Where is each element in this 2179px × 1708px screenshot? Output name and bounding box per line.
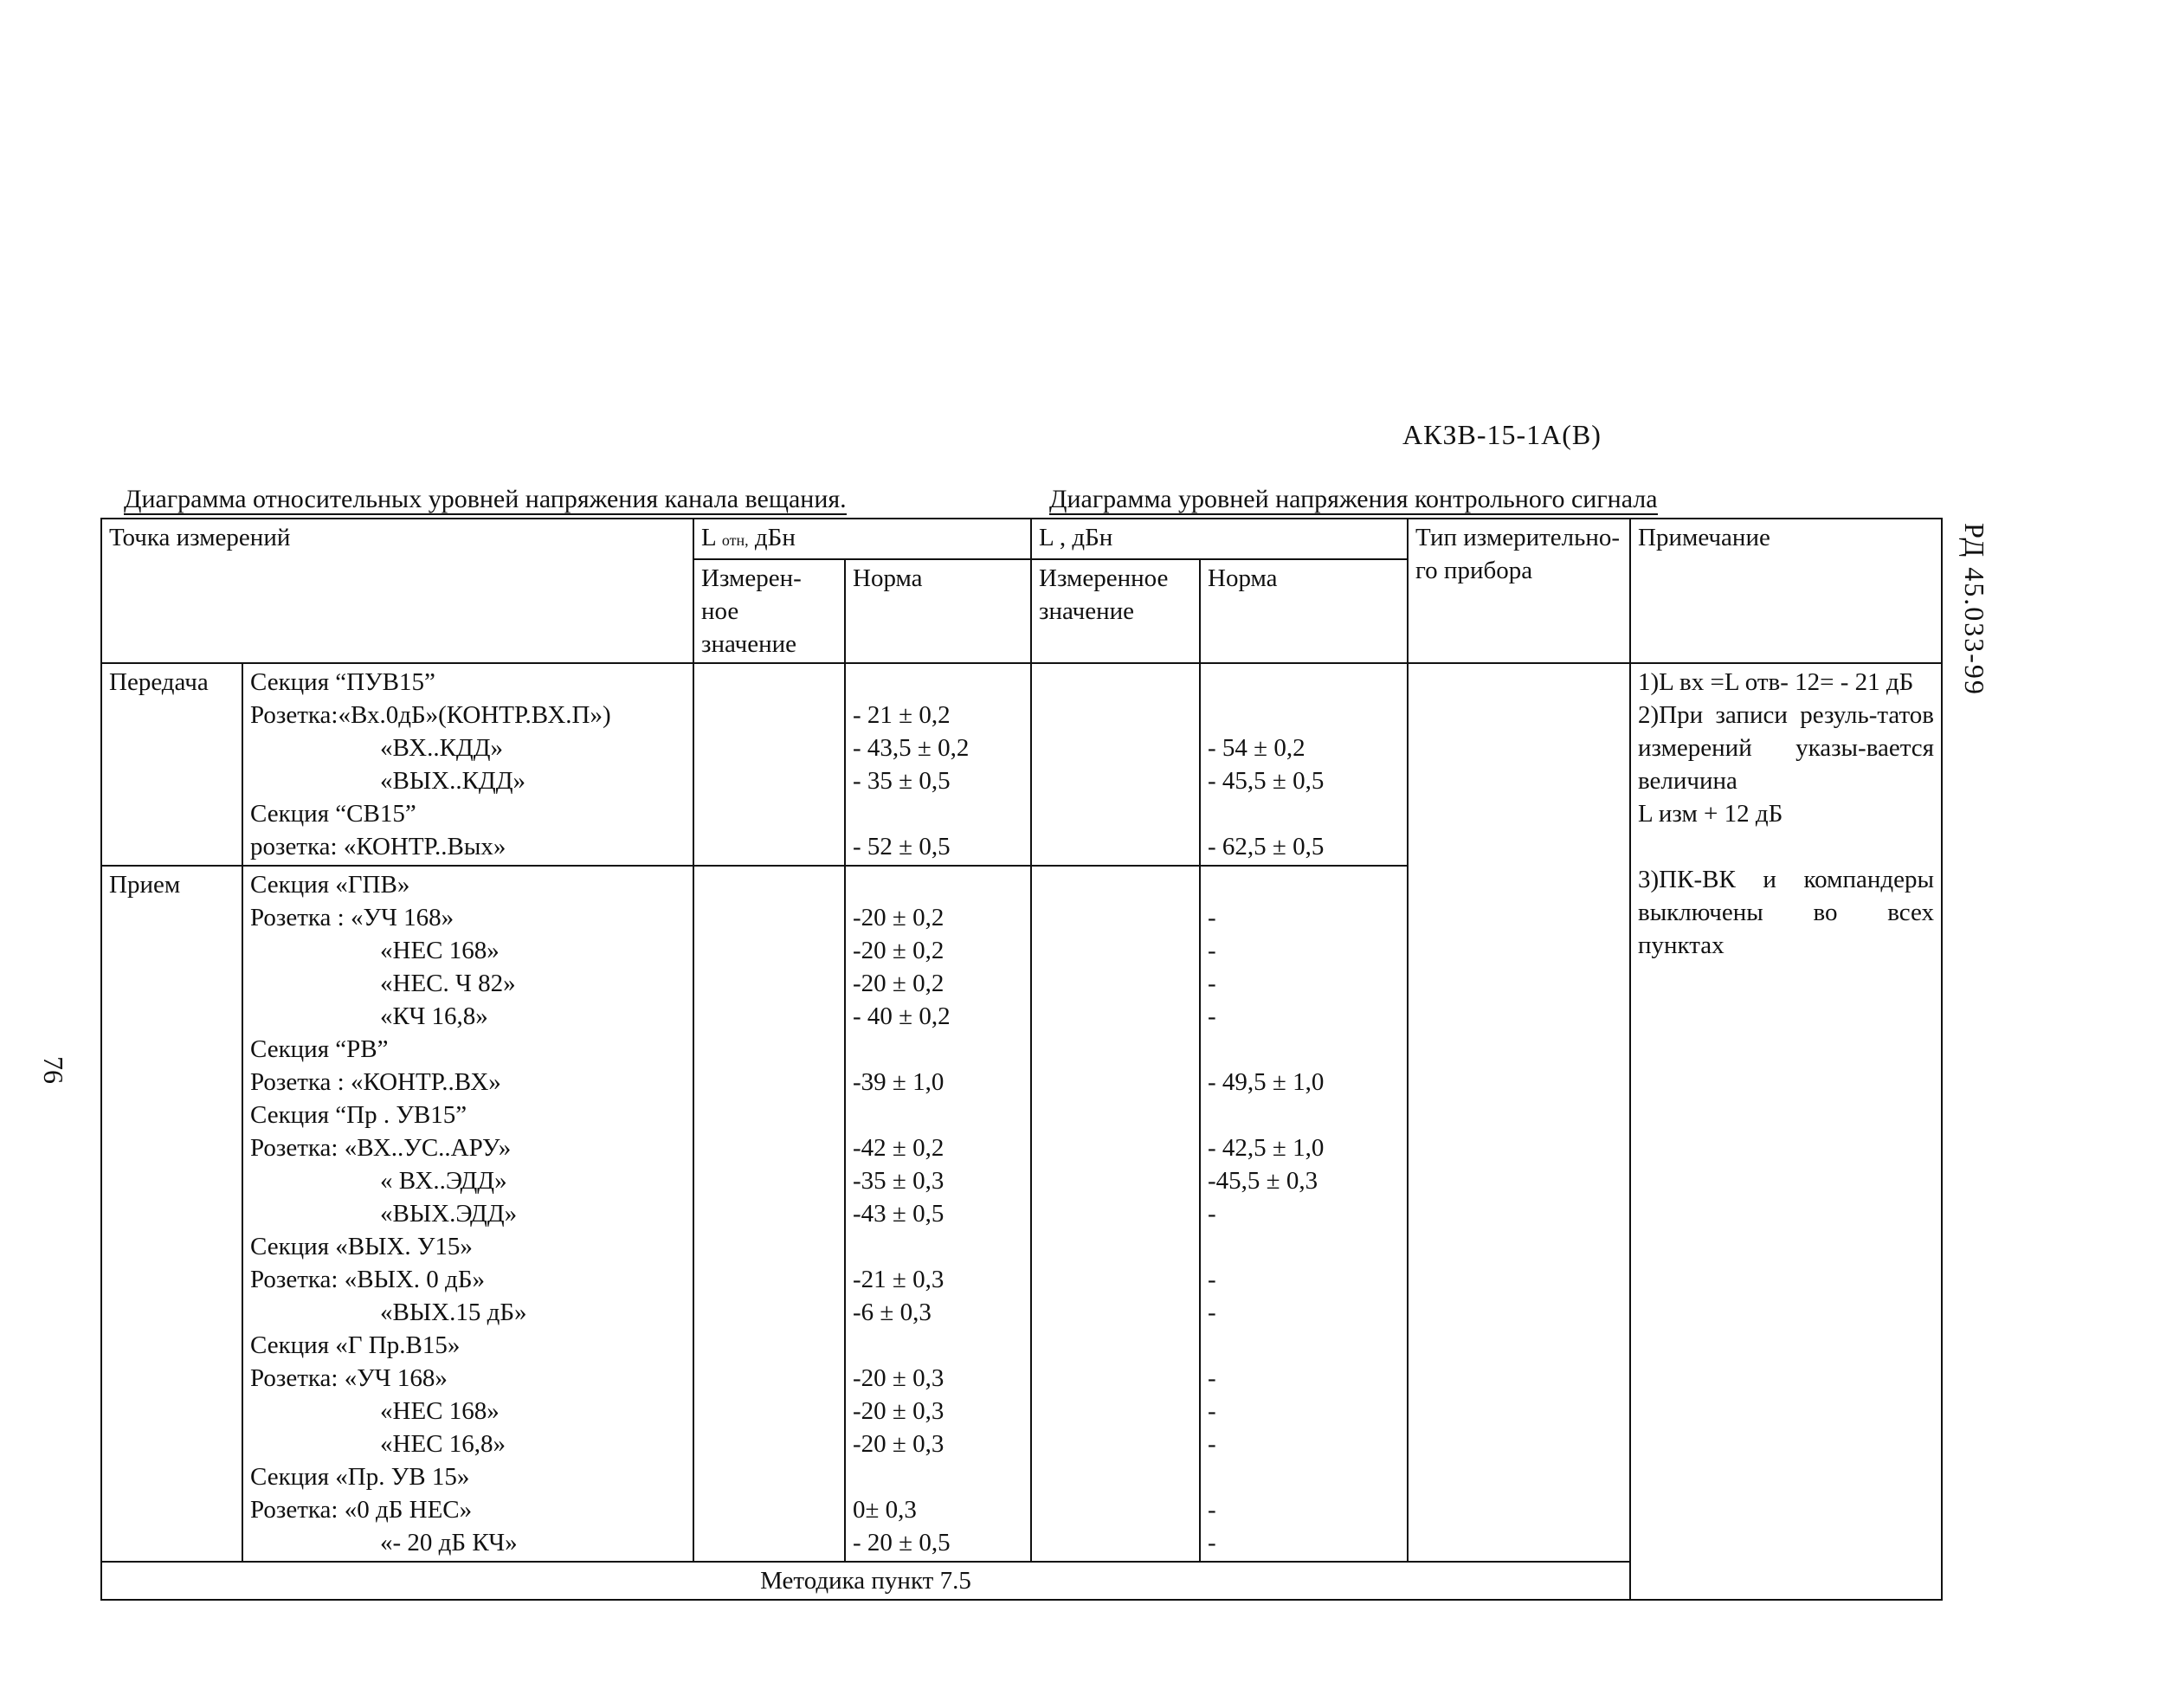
measurement-point: Секция “СВ15” <box>250 800 416 828</box>
norm-value: - <box>1208 1299 1216 1326</box>
measurement-point: Секция “Пр . УВ15” <box>250 1101 467 1129</box>
norm-value <box>853 666 1023 699</box>
point-list <box>242 866 693 1562</box>
norm-value: - 52 ± 0,5 <box>853 833 951 860</box>
norm-value: -42 ± 0,2 <box>853 1134 944 1162</box>
norm-value: - <box>1208 1496 1216 1524</box>
measurement-point: Розетка : «УЧ 168» <box>250 904 454 931</box>
norm-value <box>853 868 1023 901</box>
norm-value <box>1208 1329 1400 1362</box>
side-document-code: РД 45.033-99 <box>1959 523 1990 696</box>
measurement-point: Секция «Г Пр.В15» <box>250 1331 461 1359</box>
page-number: 76 <box>38 1056 69 1084</box>
norm-value: - 42,5 ± 1,0 <box>1208 1134 1325 1162</box>
norm-value: -39 ± 1,0 <box>853 1068 944 1096</box>
direction-label: Прием <box>101 866 242 1562</box>
measurement-point: «НЕС 168» <box>380 937 500 964</box>
norm-2-column <box>1200 663 1408 866</box>
header-row-1 <box>101 519 1942 559</box>
measurement-point: Секция “РВ” <box>250 1035 389 1063</box>
norm-value <box>1208 666 1400 699</box>
norm-value: -6 ± 0,3 <box>853 1299 932 1326</box>
device-type-cell <box>1408 663 1630 1562</box>
measurement-point: «- 20 дБ КЧ» <box>380 1529 518 1557</box>
norm-value <box>1208 868 1400 901</box>
norm-value: - <box>1208 1200 1216 1228</box>
document-code: АКЗВ-15-1А(В) <box>1402 419 1602 450</box>
norm-value: - <box>1208 1364 1216 1392</box>
measured-1-column <box>693 866 845 1562</box>
norm-value: - 54 ± 0,2 <box>1208 734 1305 762</box>
measurement-point: Розетка:«Вх.0дБ»(КОНТР.ВХ.П») <box>250 701 611 729</box>
norm-value: -20 ± 0,2 <box>853 970 944 997</box>
norm-value <box>1208 1099 1400 1131</box>
measured-2-column <box>1031 866 1200 1562</box>
norm-value: -20 ± 0,3 <box>853 1430 944 1458</box>
norm-value <box>853 1329 1023 1362</box>
norm-value <box>1208 699 1400 732</box>
levels-table <box>100 518 1943 1601</box>
measurement-point: Секция «Пр. УВ 15» <box>250 1463 470 1491</box>
method-reference: Методика пункт 7.5 <box>101 1562 1630 1600</box>
point-list <box>242 663 693 866</box>
norm-value: - 40 ± 0,2 <box>853 1002 951 1030</box>
norm-value <box>853 797 1023 830</box>
measured-1-column <box>693 663 845 866</box>
norm-value: -20 ± 0,3 <box>853 1364 944 1392</box>
norm-value: -20 ± 0,2 <box>853 904 944 931</box>
header-notes: Примечание <box>1630 519 1942 663</box>
norm-value: - 20 ± 0,5 <box>853 1529 951 1557</box>
measurement-point: Розетка: «0 дБ НЕС» <box>250 1496 473 1524</box>
measurement-point: Розетка: «УЧ 168» <box>250 1364 448 1392</box>
norm-value: - <box>1208 904 1216 931</box>
measured-2-column <box>1031 663 1200 866</box>
measurement-point: розетка: «КОНТР..Вых» <box>250 833 506 860</box>
norm-value: - <box>1208 1529 1216 1557</box>
note-2-formula: L изм + 12 дБ <box>1638 800 1783 828</box>
measurement-point: «ВЫХ.15 дБ» <box>380 1299 527 1326</box>
header-measured-1: Измерен-ное значение <box>693 559 845 663</box>
measurement-point: Розетка: «ВЫХ. 0 дБ» <box>250 1266 485 1293</box>
norm-value: -21 ± 0,3 <box>853 1266 944 1293</box>
norm-value: - <box>1208 1266 1216 1293</box>
header-measured-2: Измеренное значение <box>1031 559 1200 663</box>
measurement-point: Розетка: «ВХ..УС..АРУ» <box>250 1134 512 1162</box>
header-l: L , дБн <box>1031 519 1408 559</box>
norm-value: - <box>1208 970 1216 997</box>
norm-value: 0± 0,3 <box>853 1496 917 1524</box>
norm-value <box>853 1099 1023 1131</box>
note-spacer <box>1638 830 1934 863</box>
norm-value <box>853 1230 1023 1263</box>
header-point: Точка измерений <box>101 519 693 663</box>
norm-value: -20 ± 0,2 <box>853 937 944 964</box>
norm-value <box>1208 1033 1400 1066</box>
measurement-point: «ВЫХ.ЭДД» <box>380 1200 518 1228</box>
header-lotn: L отн, дБн <box>693 519 1031 559</box>
measurement-point: Секция “ПУВ15” <box>250 668 435 696</box>
norm-value: - <box>1208 937 1216 964</box>
header-device-type: Тип измерительно-го прибора <box>1408 519 1630 663</box>
norm-value: - <box>1208 1430 1216 1458</box>
caption-relative-levels: Диаграмма относительных уровней напряжения канала вещания. <box>124 485 847 513</box>
measurement-point: «НЕС. Ч 82» <box>380 970 516 997</box>
header-norm-1: Норма <box>845 559 1031 663</box>
header-norm-2: Норма <box>1200 559 1408 663</box>
norm-value <box>1208 797 1400 830</box>
norm-value <box>1208 1460 1400 1493</box>
norm-value: -45,5 ± 0,3 <box>1208 1167 1318 1195</box>
measurement-point: «ВХ..КДД» <box>380 734 503 762</box>
direction-label: Передача <box>101 663 242 866</box>
norm-value <box>853 1460 1023 1493</box>
norm-2-column <box>1200 866 1408 1562</box>
norm-value: -35 ± 0,3 <box>853 1167 944 1195</box>
note-1: 1)L вх =L отв- 12= - 21 дБ <box>1638 668 1914 696</box>
norm-value: -20 ± 0,3 <box>853 1397 944 1425</box>
norm-value: - 45,5 ± 0,5 <box>1208 767 1325 795</box>
norm-1-column <box>845 866 1031 1562</box>
measurement-point: Секция «ГПВ» <box>250 871 410 899</box>
caption-control-signal: Диаграмма уровней напряжения контрольного сигнала <box>1049 485 1658 513</box>
norm-1-column <box>845 663 1031 866</box>
notes-cell <box>1630 663 1942 1600</box>
measurement-point: « ВХ..ЭДД» <box>380 1167 507 1195</box>
norm-value <box>853 1033 1023 1066</box>
norm-value: - 49,5 ± 1,0 <box>1208 1068 1325 1096</box>
note-3: 3)ПК-ВК и компандеры выключены во всех пунктах <box>1638 866 1934 959</box>
section-transmit <box>101 663 1942 866</box>
norm-value: - 62,5 ± 0,5 <box>1208 833 1325 860</box>
note-2: 2)При записи резуль-татов измерений указы-вается величина <box>1638 701 1934 795</box>
norm-value: - <box>1208 1002 1216 1030</box>
norm-value: - 35 ± 0,5 <box>853 767 951 795</box>
measurement-point: Розетка : «КОНТР..ВХ» <box>250 1068 501 1096</box>
measurement-point: «НЕС 16,8» <box>380 1430 506 1458</box>
norm-value: - 21 ± 0,2 <box>853 701 951 729</box>
norm-value: - 43,5 ± 0,2 <box>853 734 970 762</box>
norm-value: - <box>1208 1397 1216 1425</box>
measurement-point: «ВЫХ..КДД» <box>380 767 525 795</box>
measurement-point: «НЕС 168» <box>380 1397 500 1425</box>
measurement-point: «КЧ 16,8» <box>380 1002 488 1030</box>
measurement-point: Секция «ВЫХ. У15» <box>250 1233 473 1260</box>
norm-value <box>1208 1230 1400 1263</box>
norm-value: -43 ± 0,5 <box>853 1200 944 1228</box>
